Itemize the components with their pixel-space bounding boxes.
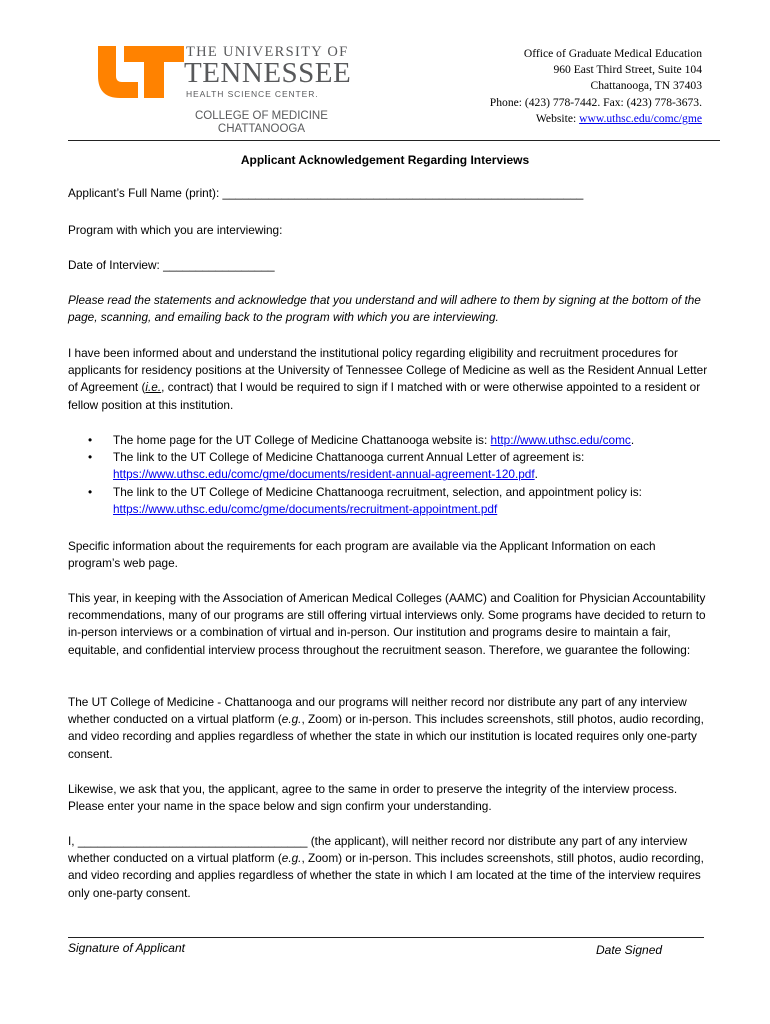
office-address: [490, 46, 702, 127]
logo-hsc-text: HEALTH SCIENCE CENTER.: [186, 89, 319, 99]
website-label: Website:: [535, 111, 580, 125]
address-street: 960 East Third Street, Suite 104: [553, 63, 702, 77]
header-divider: [68, 140, 720, 141]
program-label: Program with which you are interviewing:: [68, 223, 283, 237]
interview-date-field[interactable]: [68, 257, 708, 274]
homepage-link[interactable]: http://www.uthsc.edu/comc: [490, 433, 631, 447]
interview-date-label: Date of Interview: _________________: [68, 258, 275, 272]
date-signed-label: Date Signed: [596, 943, 663, 957]
signature-line[interactable]: [68, 937, 704, 938]
applicant-name-field[interactable]: [68, 185, 708, 202]
likewise-paragraph: Likewise, we ask that you, the applicant, agree to the same in order to preserve the integrity of the interview process. Please enter your name in the space below and sign confirm your understanding.: [68, 782, 678, 814]
website-link[interactable]: www.uthsc.edu/comc/gme: [579, 111, 702, 125]
ut-power-t-logo-icon: [98, 46, 184, 98]
list-item: • The link to the UT College of Medicine Chattanooga current Annual Letter of agreement is: https://www.uthsc.edu/comc/gme/documents/resident-annual-agreement-120.pdf.: [68, 449, 708, 483]
address-city: Chattanooga, TN 37403: [590, 79, 702, 93]
logo-college-line: COLLEGE OF MEDICINE: [195, 110, 328, 122]
applicant-name-label: Applicant’s Full Name (print): _______________________________________________________: [68, 186, 584, 200]
program-field[interactable]: [68, 222, 708, 239]
signature-label: Signature of Applicant: [68, 941, 185, 955]
guarantee-paragraph: The UT College of Medicine - Chattanooga and our programs will neither record nor distribute any part of any interview whether conducted on a virtual platform (e.g., Zoom) or in-person. This includes screenshots, still photos, audio recording, and video recording and applies regardless of whether the state in which our institution is located requires only one-party consent.: [68, 695, 704, 761]
address-website: [490, 111, 702, 127]
ie-text: i.e.: [145, 380, 162, 395]
logo-college-text: [195, 110, 328, 136]
instructions-paragraph: Please read the statements and acknowledge that you understand and will adhere to them by signing at the bottom of the page, scanning, and emailing back to the program with which you are interviewing.: [68, 293, 701, 325]
applicant-statement-paragraph[interactable]: I, ___________________________________ (the applicant), will neither record nor distribute any part of any interview whether conducted on a virtual platform (e.g., Zoom) or in-person. This includes screenshots, still photos, audio recording, and video recording and applies regardless of whether the state in which I am located at the time of the interview requires only one-party consent.: [68, 834, 704, 900]
logo-chattanooga-line: CHATTANOOGA: [217, 123, 306, 135]
document-title: Applicant Acknowledgement Regarding Interviews: [240, 153, 530, 167]
policy-paragraph: I have been informed about and understand the institutional policy regarding eligibility and recruitment procedures for applicants for residency positions at the University of Tennessee College of Medicine as well as the Resident Annual Letter of Agreement (i.e., contract) that I would be required to sign if I matched with or were otherwise appointed to a resident or fellow position at this institution.: [68, 346, 708, 412]
logo-tennessee-text: TENNESSEE: [184, 57, 352, 89]
policy-link[interactable]: https://www.uthsc.edu/comc/gme/documents/recruitment-appointment.pdf: [113, 501, 498, 516]
address-phone: Phone: (423) 778-7442. Fax: (423) 778-3673.: [489, 95, 702, 109]
links-list: [68, 432, 708, 518]
logo-university-text: THE UNIVERSITY OF: [186, 44, 349, 60]
list-item: • The link to the UT College of Medicine Chattanooga recruitment, selection, and appointment policy is: https://www.uthsc.edu/comc/gme/documents/recruitment-appointment.pdf: [68, 484, 708, 518]
agreement-link[interactable]: https://www.uthsc.edu/comc/gme/documents/resident-annual-agreement-120.pdf: [113, 467, 535, 482]
ut-logo: [98, 44, 350, 138]
this-year-paragraph: This year, in keeping with the Association of American Medical Colleges (AAMC) and Coalition for Physician Accountability recommendations, many of our programs are still offering virtual interviews only. Some programs have decided to return to in-person interviews or a combination of virtual and in-person. Our institution and programs desire to maintain a fair, equitable, and confidential interview process throughout the recruitment season. Therefore, we guarantee the following:: [68, 591, 706, 657]
list-item: • The home page for the UT College of Medicine Chattanooga website is: http://www.uthsc.edu/comc.: [68, 432, 708, 449]
address-office: Office of Graduate Medical Education: [523, 47, 702, 60]
specific-info-paragraph: Specific information about the requirements for each program are available via the Applicant Information on each program’s web page.: [68, 539, 656, 571]
